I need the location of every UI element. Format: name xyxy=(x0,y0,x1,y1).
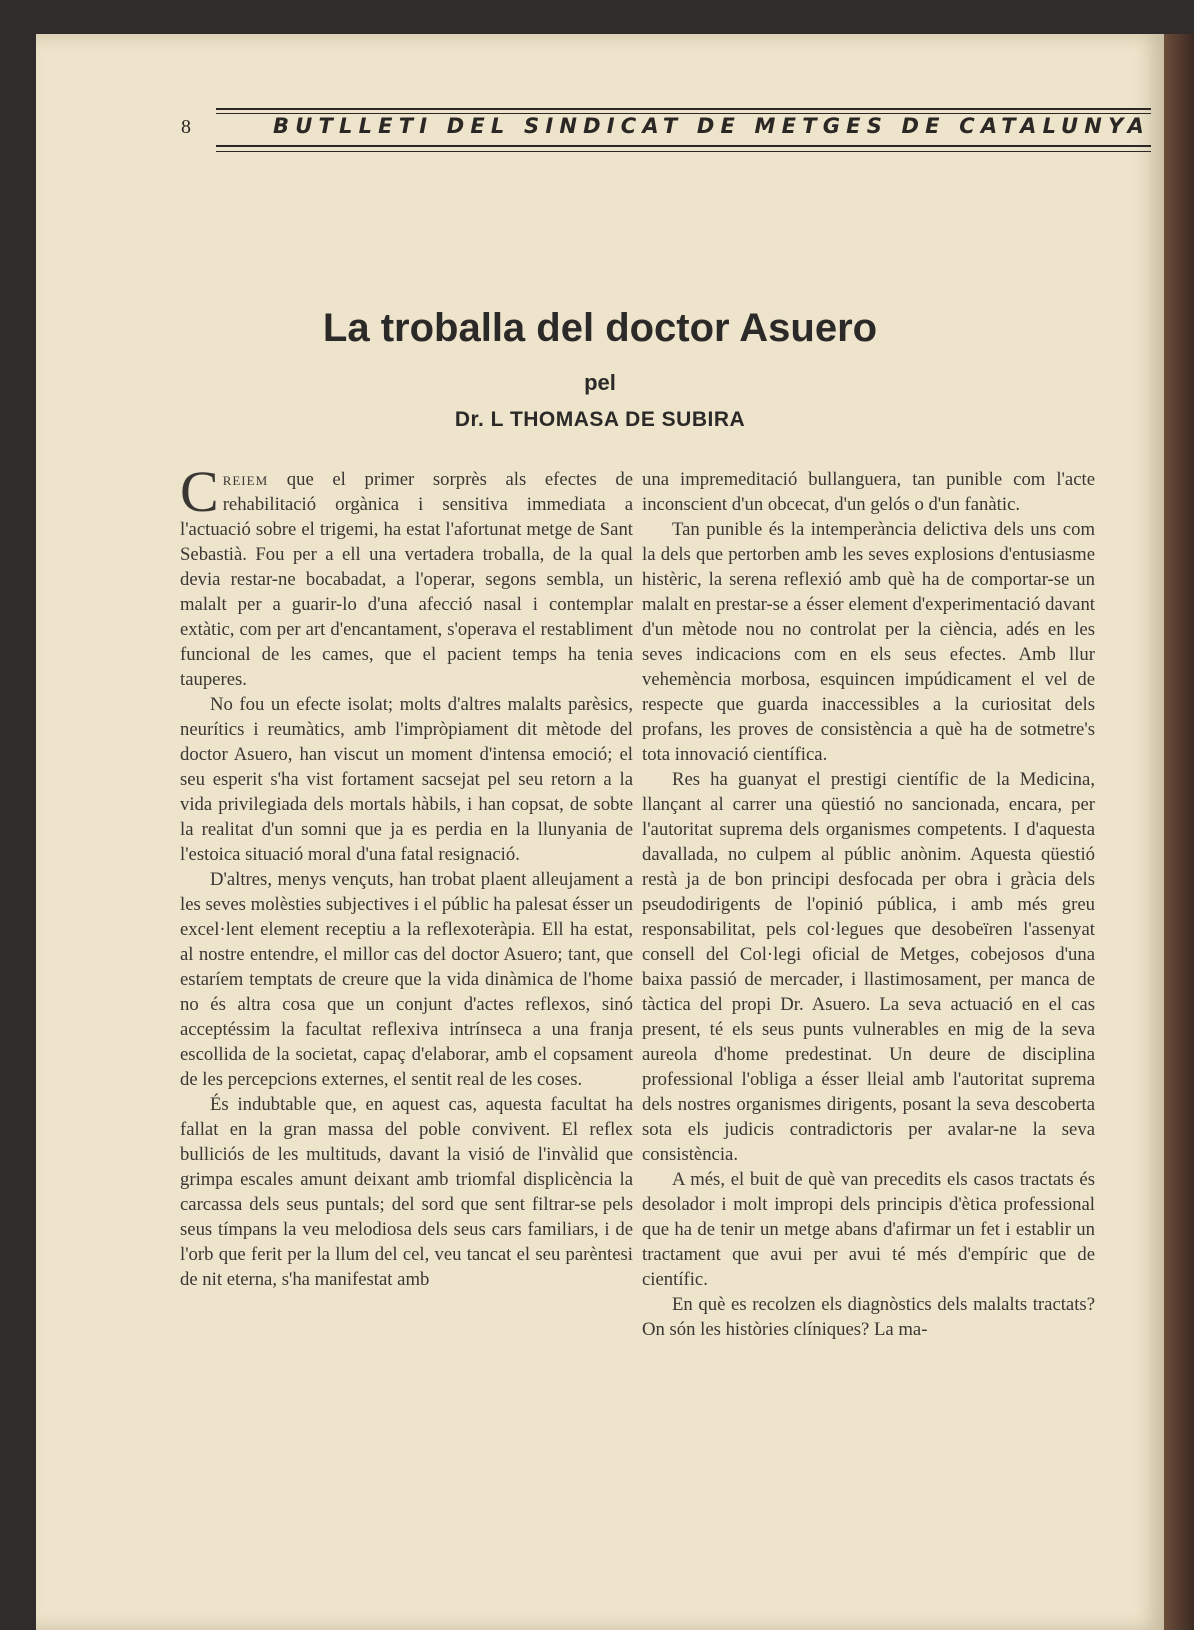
paragraph: D'altres, menys vençuts, han trobat plaent alleujament a les seves molèsties subjectives i el públic ha palesat ésser un excel·lent element receptiu a la reflexoteràpia. Ell ha estat, al nostre entendre, el millor cas del doctor Asuero; tant, que estaríem temptats de creure que la vida dinàmica de l'home no és altra cosa que un conjunt d'actes reflexos, sinó acceptéssim la facultat reflexiva intrínseca a una franja escollida de la societat, capaç d'elaborar, amb el copsament de les percepcions externes, el sentit real de les coses. xyxy=(180,869,633,1090)
book-spine xyxy=(1164,34,1194,1630)
journal-title: BUTLLETI DEL SINDICAT DE METGES DE CATALUNYA xyxy=(273,114,1150,138)
paragraph: A més, el buit de què van precedits els casos tractats és desolador i molt impropi dels principis d'ètica professional que ha de tenir un metge abans d'afirmar un fet i establir un tractament que avui per avui té més d'empíric que de científic. xyxy=(642,1169,1095,1290)
paragraph: En què es recolzen els diagnòstics dels malalts tractats? On són les històries clíniques? La ma- xyxy=(642,1294,1095,1340)
paragraph xyxy=(180,459,633,692)
drop-cap: C xyxy=(180,459,219,524)
paragraph-text: que el primer sorprès als efectes de rehabilitació orgànica i sensitiva immediata a l'actuació sobre el trigemi, ha estat l'afortunat metge de Sant Sebastià. Fou per a ell una vertadera troballa, de la qual devia restar-ne bocabadat, a l'operar, segons sembla, un malalt per a guarir-lo d'una afecció nasal i contemplar extàtic, com per art d'encantament, s'operava el restabliment funcional de les cames, que el pacient temps ha tenia tauperes. xyxy=(180,469,633,690)
running-header xyxy=(181,104,1151,154)
paragraph: Res ha guanyat el prestigi científic de la Medicina, llançant al carrer una qüestió no sancionada, encara, per l'autoritat suprema dels organismes competents. I d'aquesta davallada, no culpem al públic anònim. Aquesta qüestió restà ja de bon principi desfocada per obra i gràcia dels pseudodirigents de l'opinió pública, i amb més greu responsabilitat, pels col·legues que desobeïren l'assenyat consell del Col·legi oficial de Metges, cobejosos d'una baixa passió de mercader, i llastimosament, per manca de tàctica del propi Dr. Asuero. La seva actuació en el cas present, té els seus punts vulnerables en mig de la seva aureola d'home predestinat. Un deure de disciplina professional l'obliga a ésser lleial amb l'autoritat suprema dels nostres organismes dirigents, posant la seva descoberta sota els judicis contradictoris per avalar-ne la seva consistència. xyxy=(642,769,1095,1165)
article-title: La troballa del doctor Asuero xyxy=(322,306,878,350)
article-author: Dr. L THOMASA DE SUBIRA xyxy=(454,408,746,431)
paragraph: una impremeditació bullanguera, tan punible com l'acte inconscient d'un obcecat, d'un gelós o d'un fanàtic. xyxy=(642,469,1095,515)
paragraph: Tan punible és la intemperància delictiva dels uns com la dels que pertorben amb les seves explosions d'entusiasme histèric, la serena reflexió amb què ha de comportar-se un malalt en prestar-se a ésser element d'experimentació davant d'un mètode nou no controlat per la ciència, adés en les seves indicacions com en els seus efectes. Amb llur vehemència morbosa, esquincen impúdicament el vel de respecte que guarda inaccessibles a la curiositat dels profans, les proves de consistència a què ha de sotmetre's tota innovació científica. xyxy=(642,519,1095,765)
left-column xyxy=(180,459,633,1292)
lead-word: reiem xyxy=(222,469,269,490)
paragraph: No fou un efecte isolat; molts d'altres malalts parèsics, neurítics i reumàtics, amb l'impròpiament dit mètode del doctor Asuero, han viscut un moment d'intensa emoció; el seu esperit s'ha vist fortament sacsejat pel seu retorn a la vida privilegiada dels mortals hàbils, i han copsat, de sobte la realitat d'un somni que ja es perdia en la llunyania de l'estoica situació moral d'una fatal resignació. xyxy=(180,694,633,865)
article-byline: pel xyxy=(584,370,616,395)
page-number: 8 xyxy=(181,116,191,138)
paragraph: És indubtable que, en aquest cas, aquesta facultat ha fallat en la gran massa del poble convivent. El reflex bulliciós de les multituds, davant la visió de l'invàlid que grimpa escales amunt deixant amb triomfal displicència la carcassa dels seus puntals; del sord que sent filtrar-se pels seus tímpans la veu melodiosa dels seus cars familiars, i de l'orb que ferit per la llum del cel, veu tancat el seu parèntesi de nit eterna, s'ha manifestat amb xyxy=(180,1094,633,1290)
journal-page xyxy=(36,34,1164,1630)
right-column xyxy=(642,467,1095,1342)
